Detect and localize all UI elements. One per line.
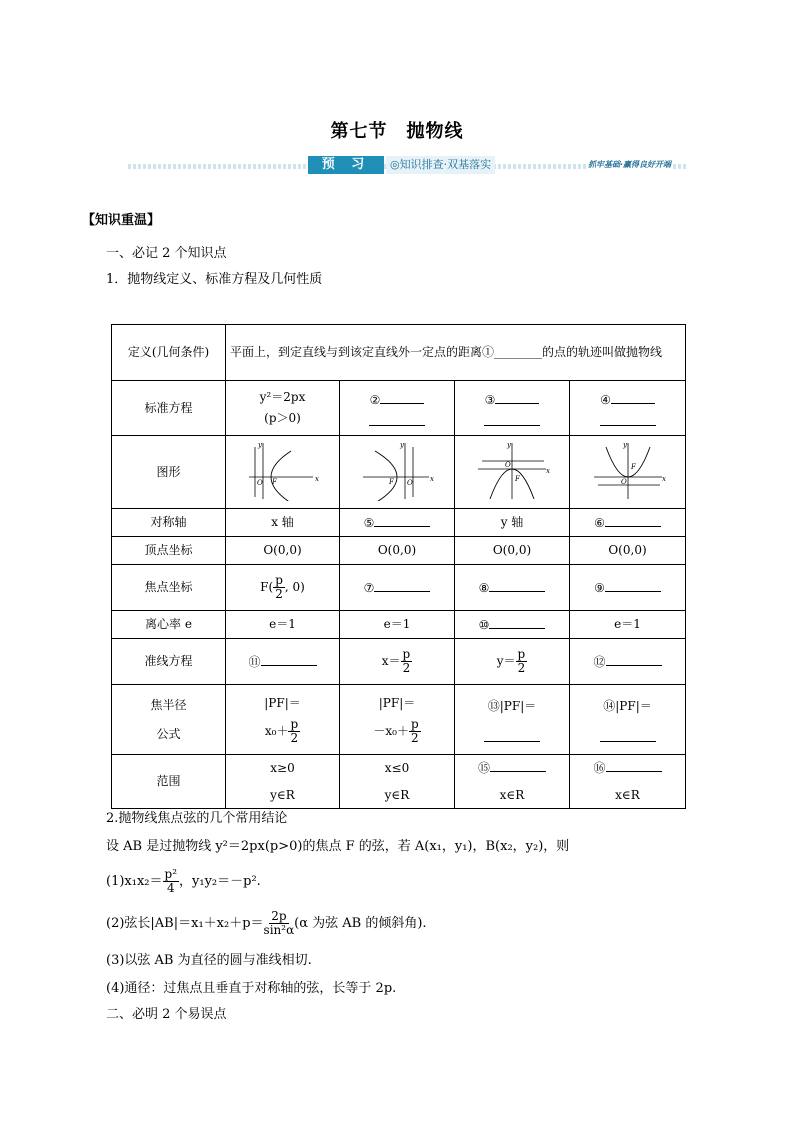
- radius-label: 焦半径 公式: [112, 685, 226, 755]
- svg-text:y: y: [507, 440, 511, 449]
- definition-label: 定义(几何条件): [112, 325, 226, 381]
- table-row: [112, 436, 686, 509]
- parabola-down-graph: [472, 439, 552, 501]
- notes-heading: 2.抛物线焦点弦的几个常用结论: [106, 811, 288, 826]
- axis-c4: ⑥: [570, 509, 686, 537]
- std-eq-c2: ②: [340, 381, 455, 436]
- svg-text:O: O: [505, 460, 511, 469]
- parabola-properties-table: [111, 324, 686, 809]
- range-c2: x≤0 y∈R: [340, 755, 455, 809]
- table-row: [112, 565, 686, 611]
- svg-text:F: F: [271, 477, 277, 486]
- parabola-up-graph: [588, 439, 668, 501]
- directrix-label: 准线方程: [112, 639, 226, 685]
- ecc-c2: e＝1: [340, 611, 455, 639]
- svg-text:F: F: [630, 462, 636, 471]
- vertex-c2: O(0,0): [340, 537, 455, 565]
- figure-up-opening: [570, 436, 686, 509]
- ecc-label: 离心率 e: [112, 611, 226, 639]
- axis-c1: x 轴: [226, 509, 340, 537]
- svg-text:y: y: [257, 440, 262, 449]
- radius-c4: ⑭|PF|＝: [570, 685, 686, 755]
- range-c4: ⑯ x∈R: [570, 755, 686, 809]
- std-eq-c4: ④: [570, 381, 686, 436]
- section-line-2: 1．抛物线定义、标准方程及几何性质: [106, 272, 323, 287]
- vertex-label: 顶点坐标: [112, 537, 226, 565]
- table-row: [112, 755, 686, 809]
- range-c3: ⑮ x∈R: [455, 755, 570, 809]
- svg-text:O: O: [407, 478, 413, 487]
- svg-text:x: x: [430, 474, 434, 483]
- svg-text:y: y: [400, 440, 404, 449]
- std-eq-label: 标准方程: [112, 381, 226, 436]
- ecc-c4: e＝1: [570, 611, 686, 639]
- figure-down-opening: [455, 436, 570, 509]
- page-title: 第七节 抛物线: [330, 121, 464, 142]
- focus-c4: ⑨: [570, 565, 686, 611]
- svg-text:x: x: [546, 466, 550, 475]
- note-1: (1)x₁x₂＝ $\frac{\text{p²}}{4}$ ，y₁y₂＝－p².: [106, 867, 261, 895]
- svg-text:F: F: [389, 477, 394, 486]
- focus-c2: ⑦: [340, 565, 455, 611]
- radius-c1: |PF|＝ x₀＋ $\frac{p}{2}$: [226, 685, 340, 755]
- directrix-c1: ⑪: [226, 639, 340, 685]
- focus-c3: ⑧: [455, 565, 570, 611]
- svg-text:F: F: [515, 474, 520, 483]
- directrix-c2: x＝ $\frac{p}{2}$: [340, 639, 455, 685]
- table-row: [112, 325, 686, 381]
- parabola-right-graph: [243, 439, 323, 501]
- table-row: [112, 509, 686, 537]
- radius-c3: ⑬|PF|＝: [455, 685, 570, 755]
- axis-c3: y 轴: [455, 509, 570, 537]
- note-3: (3)以弦 AB 为直径的圆与准线相切.: [106, 953, 312, 968]
- range-c1: x≥0 y∈R: [226, 755, 340, 809]
- section-banner: [128, 154, 688, 178]
- svg-text:O: O: [256, 478, 263, 487]
- note-2: (2)弦长|AB|＝x₁＋x₂＋p＝ $\frac{2p}{\text{sin²α}}$ (α 为弦 AB 的倾斜角).: [106, 909, 427, 937]
- figure-right-opening: [226, 436, 340, 509]
- ecc-c3: ⑩: [455, 611, 570, 639]
- parabola-left-graph: [357, 439, 437, 501]
- banner-slogan: 抓牢基础·赢得良好开端: [588, 160, 672, 169]
- vertex-c1: O(0,0): [226, 537, 340, 565]
- note-4: (4)通径：过焦点且垂直于对称轴的弦，长等于 2p.: [106, 981, 397, 996]
- table-row: [112, 639, 686, 685]
- section-heading: 【知识重温】: [82, 213, 161, 228]
- table-row: [112, 537, 686, 565]
- std-eq-c1: y²＝2px (p＞0): [226, 381, 340, 436]
- section-heading-2: 二、必明 2 个易误点: [106, 1007, 227, 1022]
- banner-tag: 预 习: [308, 156, 384, 174]
- banner-subtitle: ◎知识排查·双基落实: [386, 156, 495, 174]
- svg-text:y: y: [622, 440, 627, 449]
- focus-c1: F( $\frac{p}{2}$ , 0): [226, 565, 340, 611]
- axis-c2: ⑤: [340, 509, 455, 537]
- section-line-1: 一、必记 2 个知识点: [106, 246, 227, 261]
- table-row: [112, 685, 686, 755]
- range-label: 范围: [112, 755, 226, 809]
- definition-text: 平面上，到定直线与到该定直线外一定点的距离①________的点的轨迹叫做抛物线: [226, 325, 686, 381]
- figure-left-opening: [340, 436, 455, 509]
- axis-label: 对称轴: [112, 509, 226, 537]
- focus-label: 焦点坐标: [112, 565, 226, 611]
- svg-text:O: O: [620, 477, 627, 486]
- vertex-c3: O(0,0): [455, 537, 570, 565]
- ecc-c1: e＝1: [226, 611, 340, 639]
- directrix-c4: ⑫: [570, 639, 686, 685]
- svg-text:x: x: [661, 474, 666, 483]
- notes-intro: 设 AB 是过抛物线 y²＝2px(p>0)的焦点 F 的弦，若 A(x₁，y₁)，B(x₂，y₂)，则: [106, 839, 570, 854]
- radius-c2: |PF|＝ －x₀＋ $\frac{p}{2}$: [340, 685, 455, 755]
- svg-text:x: x: [314, 474, 319, 483]
- table-row: [112, 381, 686, 436]
- table-row: [112, 611, 686, 639]
- std-eq-c3: ③: [455, 381, 570, 436]
- figure-label: 图形: [112, 436, 226, 509]
- directrix-c3: y＝ $\frac{p}{2}$: [455, 639, 570, 685]
- vertex-c4: O(0,0): [570, 537, 686, 565]
